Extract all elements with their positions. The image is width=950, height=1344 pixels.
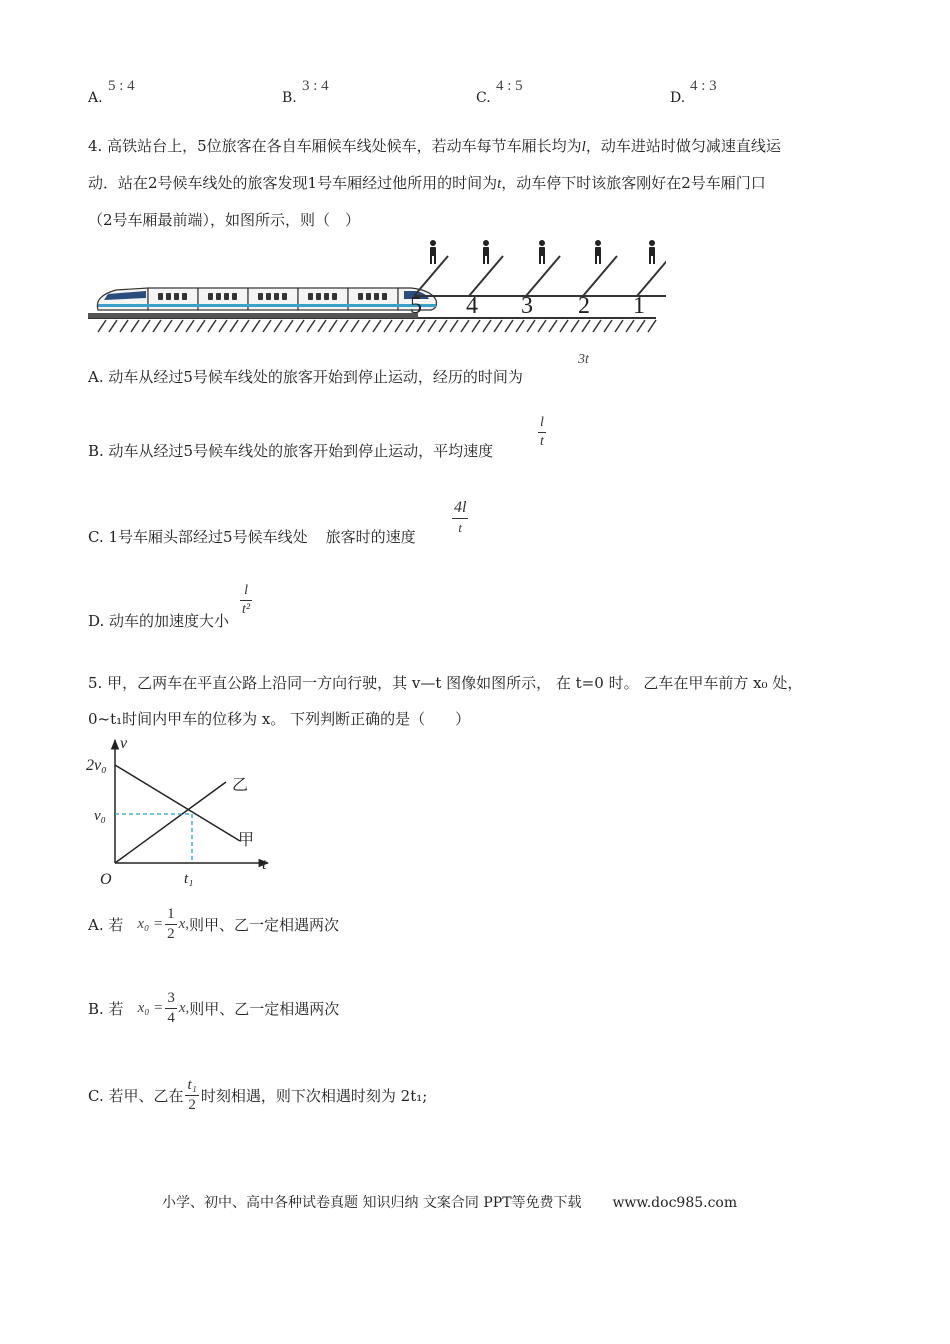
passenger-icon	[483, 240, 489, 264]
passenger-icon	[649, 240, 655, 264]
vt-graph	[86, 732, 286, 892]
q4-line-2	[88, 165, 868, 202]
option-letter: A.	[88, 90, 103, 106]
denominator: 2	[185, 1095, 198, 1113]
footer-link[interactable]: www.doc985.com	[612, 1195, 738, 1211]
q4-option-c	[88, 526, 416, 547]
numerator: l	[540, 415, 544, 430]
text: ，动车停下时该旅客刚好在2号车厢门口	[501, 174, 766, 192]
var-t: t	[497, 176, 502, 192]
rail	[88, 313, 418, 318]
option-c-fraction	[452, 500, 468, 534]
option-text: D. 动车的加速度大小	[88, 612, 230, 630]
var-l: l	[581, 139, 586, 155]
option-text: B. 动车从经过5号候车线处的旅客开始到停止运动，平均速度	[88, 442, 494, 460]
numerator: 4l	[454, 499, 467, 516]
denominator: t	[452, 518, 468, 534]
option-b-fraction	[165, 991, 177, 1026]
q4-option-b	[88, 440, 493, 461]
math-rhs: x,	[178, 999, 190, 1016]
option-text: C. 1号车厢头部经过5号候车线处	[88, 528, 308, 546]
series-yi-label: 乙	[232, 775, 249, 794]
q5-stem	[88, 665, 868, 737]
footer	[162, 1192, 737, 1212]
label-v0: v₀	[94, 808, 106, 824]
q4-stem	[88, 128, 868, 238]
option-value: 4 : 3	[690, 78, 717, 94]
passengers	[430, 240, 655, 264]
series-jia-label: 甲	[238, 830, 255, 849]
origin-label: O	[100, 871, 112, 888]
label-2v0: 2v₀	[86, 757, 107, 774]
option-a-fraction	[165, 907, 177, 942]
option-value: 4 : 5	[496, 78, 523, 94]
v-axis-label: v	[120, 735, 128, 752]
denominator: t	[540, 434, 544, 449]
numerator: t₁	[187, 1076, 197, 1093]
q5-option-c	[88, 1072, 427, 1118]
passenger-icon	[430, 240, 436, 264]
option-text: 则甲、乙一定相遇两次	[189, 915, 340, 934]
option-a-math: 3t	[578, 352, 589, 367]
option-letter: D.	[670, 90, 686, 106]
label-t1: t₁	[184, 871, 194, 887]
platform-number: 5	[410, 293, 422, 319]
option-value: 5 : 4	[108, 78, 135, 94]
q4-option-a	[88, 366, 523, 387]
numerator: l	[244, 583, 248, 598]
math-rhs: x,	[178, 915, 190, 932]
option-text: C. 若甲、乙在	[88, 1086, 184, 1105]
platform-number: 3	[521, 293, 533, 319]
numerator: 3	[167, 989, 175, 1006]
option-c-fraction	[185, 1078, 198, 1113]
q5-line-1: 5. 甲，乙两车在平直公路上沿同一方向行驶，其 v—t 图像如图所示， 在 t=0 时。 乙车在甲车前方 x₀ 处，	[88, 674, 803, 692]
math-lhs: x₀ =	[137, 999, 164, 1016]
platform-number: 1	[633, 293, 645, 319]
t-axis-label: t	[262, 856, 267, 873]
option-text: A. 动车从经过5号候车线处的旅客开始到停止运动，经历的时间为	[88, 368, 523, 386]
option-text: B. 若	[88, 999, 124, 1018]
text: ，动车进站时做匀减速直线运	[585, 137, 781, 155]
denominator: 4	[167, 1009, 175, 1026]
option-text: 时刻相遇，则下次相遇时刻为 2t₁;	[200, 1086, 428, 1105]
q5-line-2: 0~t₁时间内甲车的位移为 x。 下列判断正确的是（ ）	[88, 710, 471, 728]
passenger-icon	[539, 240, 545, 264]
option-value: 3 : 4	[302, 78, 329, 94]
denominator: 2	[167, 925, 175, 942]
option-d-fraction	[240, 584, 252, 617]
passenger-icon	[595, 240, 601, 264]
option-text: A. 若	[88, 915, 124, 934]
denominator: t²	[242, 602, 251, 617]
option-letter: C.	[476, 90, 491, 106]
option-text: 则甲、乙一定相遇两次	[189, 999, 340, 1018]
text: 4. 高铁站台上，5位旅客在各自车厢候车线处候车，若动车每节车厢长均为	[88, 137, 582, 155]
platform-number: 4	[466, 293, 478, 319]
train-platform-figure	[86, 238, 666, 338]
q4-option-d	[88, 610, 229, 631]
q5-option-b	[88, 988, 339, 1028]
q4-line-1	[88, 128, 868, 165]
numerator: 1	[167, 905, 175, 922]
train	[97, 288, 436, 310]
platform-number: 2	[578, 293, 590, 319]
math-lhs: x₀ =	[137, 915, 164, 932]
series-jia-line	[115, 765, 240, 841]
ground-hatching	[98, 320, 656, 332]
option-text: 旅客时的速度	[325, 528, 416, 546]
q5-option-a	[88, 904, 339, 944]
option-letter: B.	[282, 90, 297, 106]
option-b-fraction	[538, 416, 546, 449]
q4-line-3: （2号车厢最前端），如图所示，则（ ）	[88, 211, 361, 229]
footer-text: 小学、初中、高中各种试卷真题 知识归纳 文案合同 PPT等免费下载	[162, 1195, 582, 1211]
text: 动．站在2号候车线处的旅客发现1号车厢经过他所用的时间为	[88, 174, 498, 192]
